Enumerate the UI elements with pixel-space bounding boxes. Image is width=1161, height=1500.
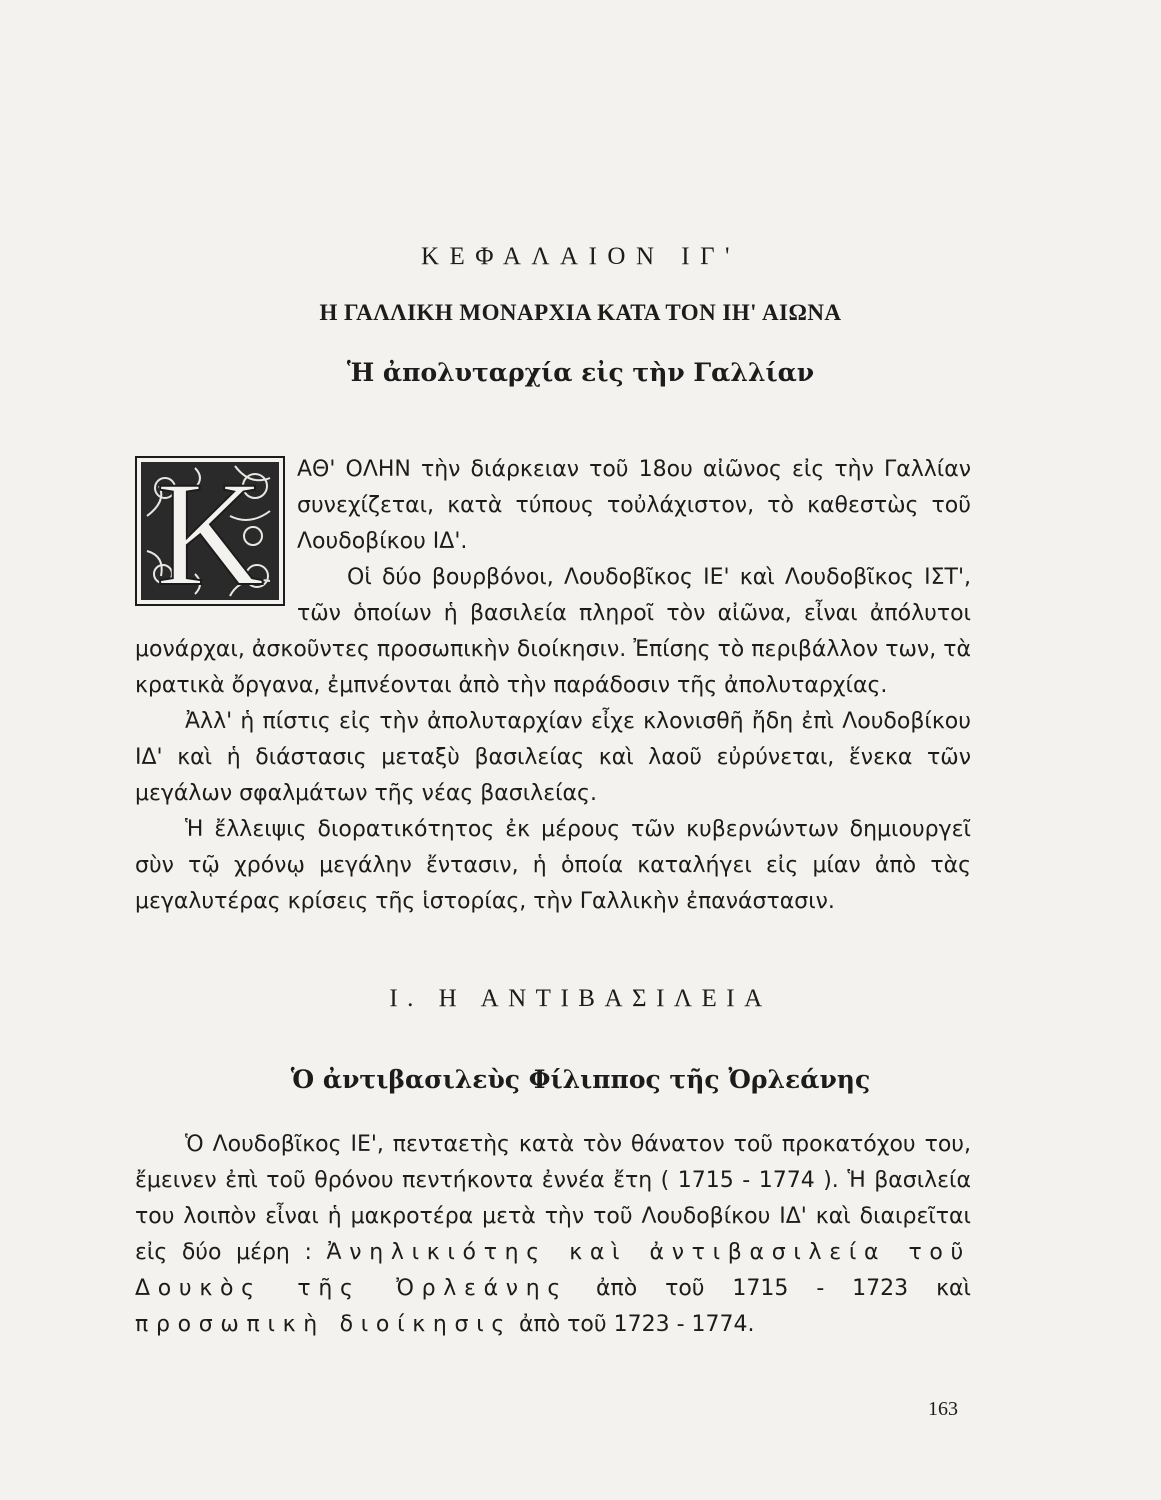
part-title-regency: Ι. Η ΑΝΤΙΒΑΣΙΛΕΙΑ (389, 985, 772, 1012)
section-title-regent-philip: Ὁ ἀντιβασιλεὺς Φίλιππος τῆς Ὀρλεάνης (290, 1065, 871, 1094)
emphasized-text: προσωπικὴ διοίκησις (135, 1312, 512, 1337)
dropcap-letter: Κ (155, 456, 265, 606)
emphasized-text: Ἀνηλικιότης καὶ ἀντιβασιλεία τοῦ Δουκὸς τῆς Ὀρλεάνης (135, 1240, 971, 1301)
section-title-absolutism: Ἡ ἀπολυταρχία εἰς τὴν Γαλλίαν (346, 358, 815, 387)
chapter-title: ΚΕΦΑΛΑΙΟΝ ΙΓ' (420, 243, 741, 270)
ornamental-initial-kappa-icon (135, 456, 285, 606)
paragraph (135, 1127, 971, 1343)
chapter-subtitle: Η ΓΑΛΛΙΚΗ ΜΟΝΑΡΧΙΑ ΚΑΤΑ ΤΟΝ ΙΗ' ΑΙΩΝΑ (319, 300, 842, 325)
paragraph: ΑΘ' ΟΛΗΝ τὴν διάρκειαν τοῦ 18ου αἰῶνος εἰς τὴν Γαλλίαν συνεχίζεται, κατὰ τύπους τοὐλάχιστον, τὸ καθεστὼς τοῦ Λουδοβίκου ΙΔ'. (297, 457, 971, 554)
paragraph: Οἱ δύο βουρβόνοι, Λουδοβῖκος ΙΕ' καὶ Λουδοβῖκος ΙΣΤ', τῶν ὁποίων ἡ βασιλεία πληροῖ τὸν αἰῶνα, εἶναι ἀπόλυτοι μονάρχαι, ἀσκοῦντες προσωπικὴν διοίκησιν. Ἐπίσης τὸ περιβάλλον των, τὰ κρατικὰ ὄργανα, ἐμπνέονται ἀπὸ τὴν παράδοσιν τῆς ἀπολυταρχίας. (135, 565, 971, 698)
page-number: 163 (928, 1398, 958, 1420)
text-run: Ὁ Λουδοβῖκος ΙΕ', πενταετὴς κατὰ τὸν θάνατον τοῦ προκατόχου του, ἔμεινεν ἐπὶ τοῦ θρόνου πεντήκοντα ἐννέα ἔτη ( 1715 - 1774 ). Ἡ βασιλεία του λοιπὸν εἶναι ἡ μακροτέρα μετὰ τὴν τοῦ Λουδοβίκου ΙΔ' καὶ διαιρεῖται εἰς δύο μέρη : (135, 1132, 971, 1265)
section-absolutism-text (135, 452, 971, 920)
text-run: ἀπὸ τοῦ 1715 - 1723 καὶ (595, 1276, 971, 1301)
text-run: ἀπὸ τοῦ 1723 - 1774. (518, 1312, 755, 1337)
section-regent-text (135, 1127, 971, 1343)
paragraph: Ἀλλ' ἡ πίστις εἰς τὴν ἀπολυταρχίαν εἶχε κλονισθῆ ἤδη ἐπὶ Λουδοβίκου ΙΔ' καὶ ἡ διάστασις μεταξὺ βασιλείας καὶ λαοῦ εὐρύνεται, ἕνεκα τῶν μεγάλων σφαλμάτων τῆς νέας βασιλείας. (135, 709, 971, 806)
paragraph: Ἡ ἔλλειψις διορατικότητος ἐκ μέρους τῶν κυβερνώντων δημιουργεῖ σὺν τῷ χρόνῳ μεγάλην ἔντασιν, ἡ ὁποία καταλήγει εἰς μίαν ἀπὸ τὰς μεγαλυτέρας κρίσεις τῆς ἱστορίας, τὴν Γαλλικὴν ἐπανάστασιν. (135, 817, 971, 914)
